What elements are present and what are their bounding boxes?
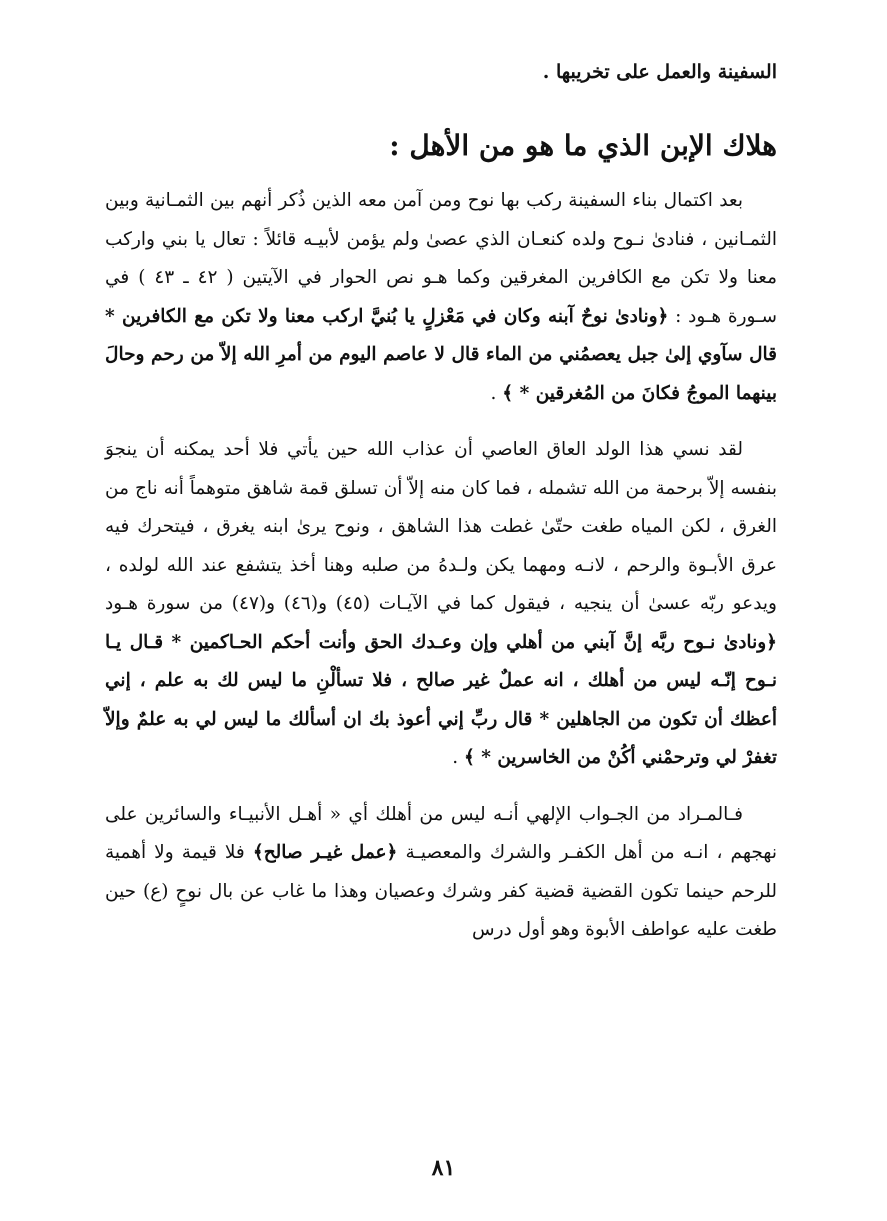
- paragraph-3-text: فـالمـراد من الجـواب الإلهي أنـه ليس من أهلك أي « أهـل الأنبيـاء والسائرين على نهجهم ، انـه من أهل الكفـر والشرك والمعصيـة: [105, 803, 777, 863]
- paragraph-2-quran-quote: ﴿ونادىٰ نـوح ربَّه إنَّ آبني من أهلي وإن وعـدك الحق وأنت أحكم الحـاكمين * قـال يـا نـوح إنّـه ليس من أهلك ، انه عملٌ غير صالح ، فلا تسألْنِ ما ليس لك به علم ، إني أعظك أن تكون من الجاهلين * قال ربِّ إني أعوذ بك ان أسألك ما ليس لي به علمٌ وإلاّ تغفرْ لي وترحمْني أكُنْ من الخاسرين * ﴾: [105, 631, 777, 768]
- continued-text-line: السفينة والعمل على تخريبها .: [542, 61, 777, 83]
- section-heading: هلاك الإبن الذي ما هو من الأهل :: [389, 129, 777, 162]
- paragraph-3-quran-quote: ﴿عمل غيـر صالح﴾: [252, 842, 398, 863]
- paragraph-2-text: لقد نسي هذا الولد العاق العاصي أن عذاب الله حين يأتي فلا أحد يمكنه أن ينجوَ بنفسه إلاّ برحمة من الله تشمله ، فما كان منه إلاّ أن تسلق قمة شاهق متوهماً أنه ناج من الغرق ، لكن المياه طغت حتّىٰ غطت هذا الشاهق ، ونوح يرىٰ ابنه يغرق ، فيتحرك فيه عرق الأبـوة والرحم ، لانـه ومهما يكن ولـدهُ من صلبه وهنا أخذ يتشفع عند الله لولده ، ويدعو ربّه عسىٰ أن ينجيه ، فيقول كما في الآيـات (٤٥) و(٤٦) و(٤٧) من سورة هـود: [105, 439, 777, 614]
- paragraph-1-quran-quote: ﴿ونادىٰ نوحٌ آبنه وكان في مَعْزلٍ يا بُنيَّ اركب معنا ولا تكن مع الكافرين * قال سآوي إلىٰ جبل يعصمُني من الماء قال لا عاصم اليوم من أمرِ الله إلاّ من رحم وحالَ بينهما الموجُ فكانَ من المُغرقين * ﴾: [105, 305, 777, 404]
- paragraph-2-tail: .: [452, 747, 464, 768]
- paragraph-3-tail: فلا قيمة ولا أهمية للرحم حينما تكون القضية قضية كفر وشرك وعصيان وهذا ما غاب عن بال نوحٍ (ع) حين طغت عليه عواطف الأبوة وهو أول درس: [105, 842, 777, 940]
- paragraph-1-text: بعد اكتمال بناء السفينة ركب بها نوح ومن آمن معه الذين ذُكر أنهم بين الثمـانية وبين الثمـانين ، فنادىٰ نـوح ولده كنعـان الذي عصىٰ ولم يؤمن لأبيـه قائلاً : تعال يا بني واركب معنا ولا تكن مع الكافرين المغرقين وكما هـو نص الحوار في الآيتين ( ٤٢ ـ ٤٣ ) في سـورة هـود :: [105, 190, 777, 327]
- paragraph-1-tail: .: [490, 382, 503, 404]
- body-text: [105, 182, 777, 968]
- paragraph-2: [105, 431, 777, 778]
- paragraph-3: [105, 796, 777, 950]
- paragraph-1: [105, 182, 777, 413]
- page-number: ٨١: [431, 1155, 456, 1181]
